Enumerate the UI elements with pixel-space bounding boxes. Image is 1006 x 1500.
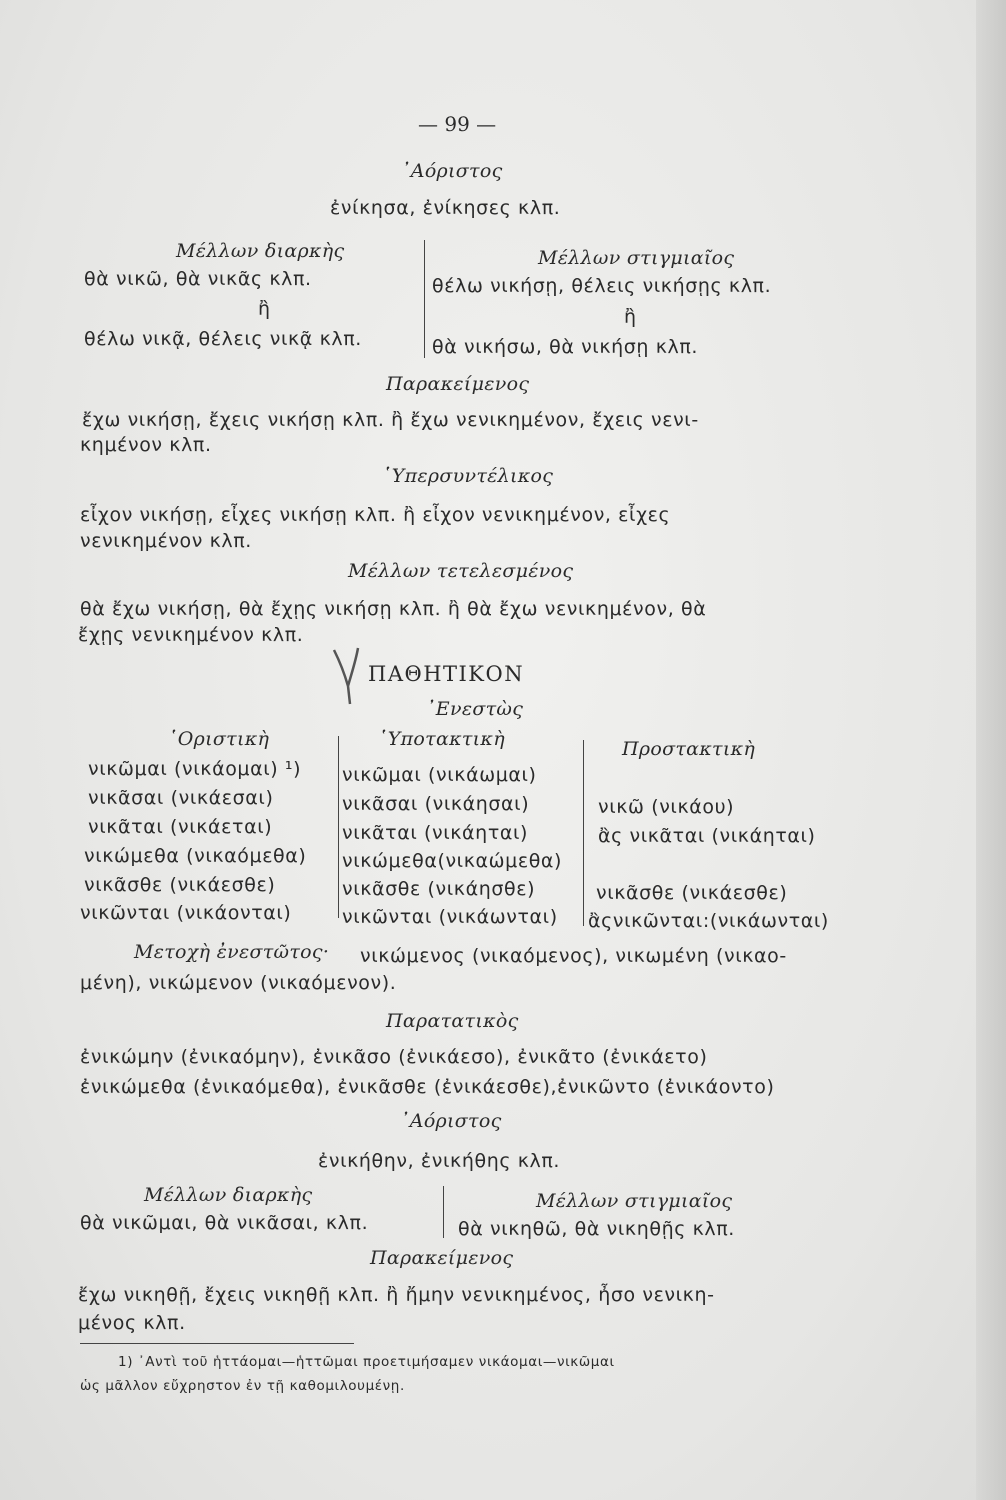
imperative-form-5: νικᾶσθε (νικάεσθε) [596,882,788,904]
subjunctive-form-6: νικῶνται (νικάωνται) [342,906,558,928]
aorist-active-forms: ἐνίκησα, ἐνίκησες κλπ. [330,197,561,219]
future-momentary-passive-line: θὰ νικηθῶ, θὰ νικηθῇς κλπ. [458,1218,735,1240]
indicative-form-1: νικῶμαι (νικάομαι) ¹) [88,758,302,780]
column-divider-passive [443,1186,444,1238]
footnote-line1: 1) ᾿Αντὶ τοῦ ἡττάομαι—ἡττῶμαι προετιμήσαμεν νικάομαι—νικῶμαι [118,1354,615,1370]
heading-perfect-active: Παρακείμενος [386,373,530,395]
pluperfect-active-line1: εἶχον νικήσῃ, εἶχες νικήσῃ κλπ. ἢ εἶχον νενικημένον, εἶχες [80,504,671,526]
page-edge-shadow [976,0,1006,1500]
heading-imperfect-passive: Παρατατικὸς [386,1010,519,1032]
future-perfect-line1: θὰ ἔχω νικήσῃ, θὰ ἔχῃς νικήσῃ κλπ. ἢ θὰ ἔχω νενικημένον, θὰ [80,598,707,620]
future-continuous-or: ἢ [258,298,271,320]
perfect-passive-line2: μένος κλπ. [78,1312,186,1334]
indicative-form-6: νικῶνται (νικάονται) [80,902,292,924]
perfect-active-line2: κημένον κλπ. [80,434,212,456]
participle-line2: μένη), νικώμενον (νικαόμενον). [80,972,397,994]
heading-aorist-passive: ᾿Αόριστος [400,1110,502,1132]
imperative-form-3: ἂς νικᾶται (νικάηται) [598,825,816,847]
future-continuous-line1: θὰ νικῶ, θὰ νικᾶς κλπ. [84,268,312,290]
imperfect-passive-line1: ἐνικώμην (ἐνικαόμην), ἐνικᾶσο (ἐνικάεσο), ἐνικᾶτο (ἐνικάετο) [80,1046,708,1068]
subjunctive-form-4: νικώμεθα(νικαώμεθα) [342,850,563,872]
subjunctive-form-2: νικᾶσαι (νικάησαι) [342,793,530,815]
imperfect-passive-line2: ἐνικώμεθα (ἐνικαόμεθα), ἐνικᾶσθε (ἐνικάεσθε),ἐνικῶντο (ἐνικάοντο) [80,1076,775,1098]
subjunctive-form-1: νικῶμαι (νικάωμαι) [342,764,537,786]
heading-future-perfect-active: Μέλλων τετελεσμένος [348,560,574,582]
indicative-form-4: νικώμεθα (νικαόμεθα) [84,845,307,867]
future-continuous-passive-line: θὰ νικῶμαι, θὰ νικᾶσαι, κλπ. [80,1212,369,1234]
heading-indicative: ῾Οριστικὴ [168,728,270,750]
footnote-line2: ὡς μᾶλλον εὔχρηστον ἐν τῇ καθομιλουμένῃ. [80,1378,405,1394]
table-divider-1 [338,736,339,918]
future-perfect-line2: ἔχῃς νενικημένον κλπ. [78,624,304,646]
heading-future-continuous-passive: Μέλλων διαρκὴς [144,1184,313,1206]
indicative-form-5: νικᾶσθε (νικάεσθε) [84,874,276,896]
pluperfect-active-line2: νενικημένον κλπ. [80,530,252,552]
perfect-active-line1: ἔχω νικήσῃ, ἔχεις νικήσῃ κλπ. ἢ ἔχω νενικημένον, ἔχεις νενι- [82,409,699,431]
future-momentary-line1: θέλω νικήσῃ, θέλεις νικήσῃς κλπ. [432,275,772,297]
heading-future-continuous: Μέλλων διαρκὴς [176,240,345,262]
imperative-form-2: νικῶ (νικάου) [598,796,735,818]
subjunctive-form-3: νικᾶται (νικάηται) [342,822,529,844]
column-divider [424,240,425,358]
heading-perfect-passive: Παρακείμενος [370,1247,514,1269]
aorist-passive-forms: ἐνικήθην, ἐνικήθης κλπ. [318,1150,561,1172]
heading-subjunctive: ῾Υποτακτικὴ [378,728,505,750]
heading-future-momentary: Μέλλων στιγμιαῖος [538,247,735,269]
participle-line1: νικώμενος (νικαόμενος), νικωμένη (νικαο- [360,945,787,967]
footnote-rule [80,1343,354,1344]
future-momentary-line2: θὰ νικήσω, θὰ νικήσῃ κλπ. [432,336,699,358]
heading-present-passive: ᾿Ενεστὼς [426,698,524,720]
future-momentary-or: ἢ [624,306,637,328]
heading-aorist-active: ᾿Αόριστος [401,160,503,182]
passive-section-title: ΠΑΘΗΤΙΚΟΝ [368,662,525,686]
imperative-form-6: ἂςνικῶνται:(νικάωνται) [588,910,829,932]
page-number: — 99 — [418,112,497,136]
participle-label: Μετοχὴ ἐνεστῶτος· [134,941,330,963]
table-divider-2 [583,740,584,926]
subjunctive-form-5: νικᾶσθε (νικάησθε) [342,878,536,900]
heading-pluperfect-active: ῾Υπερσυντέλικος [382,465,554,487]
heading-future-momentary-passive: Μέλλων στιγμιαῖος [536,1190,733,1212]
heading-imperative: Προστακτικὴ [622,738,756,760]
handwritten-pencil-mark [330,642,360,710]
perfect-passive-line1: ἔχω νικηθῇ, ἔχεις νικηθῇ κλπ. ἢ ἤμην νενικημένος, ἦσο νενικη- [78,1284,715,1306]
indicative-form-3: νικᾶται (νικάεται) [88,816,273,838]
indicative-form-2: νικᾶσαι (νικάεσαι) [88,787,274,809]
future-continuous-line2: θέλω νικᾷ, θέλεις νικᾷ κλπ. [84,328,362,350]
